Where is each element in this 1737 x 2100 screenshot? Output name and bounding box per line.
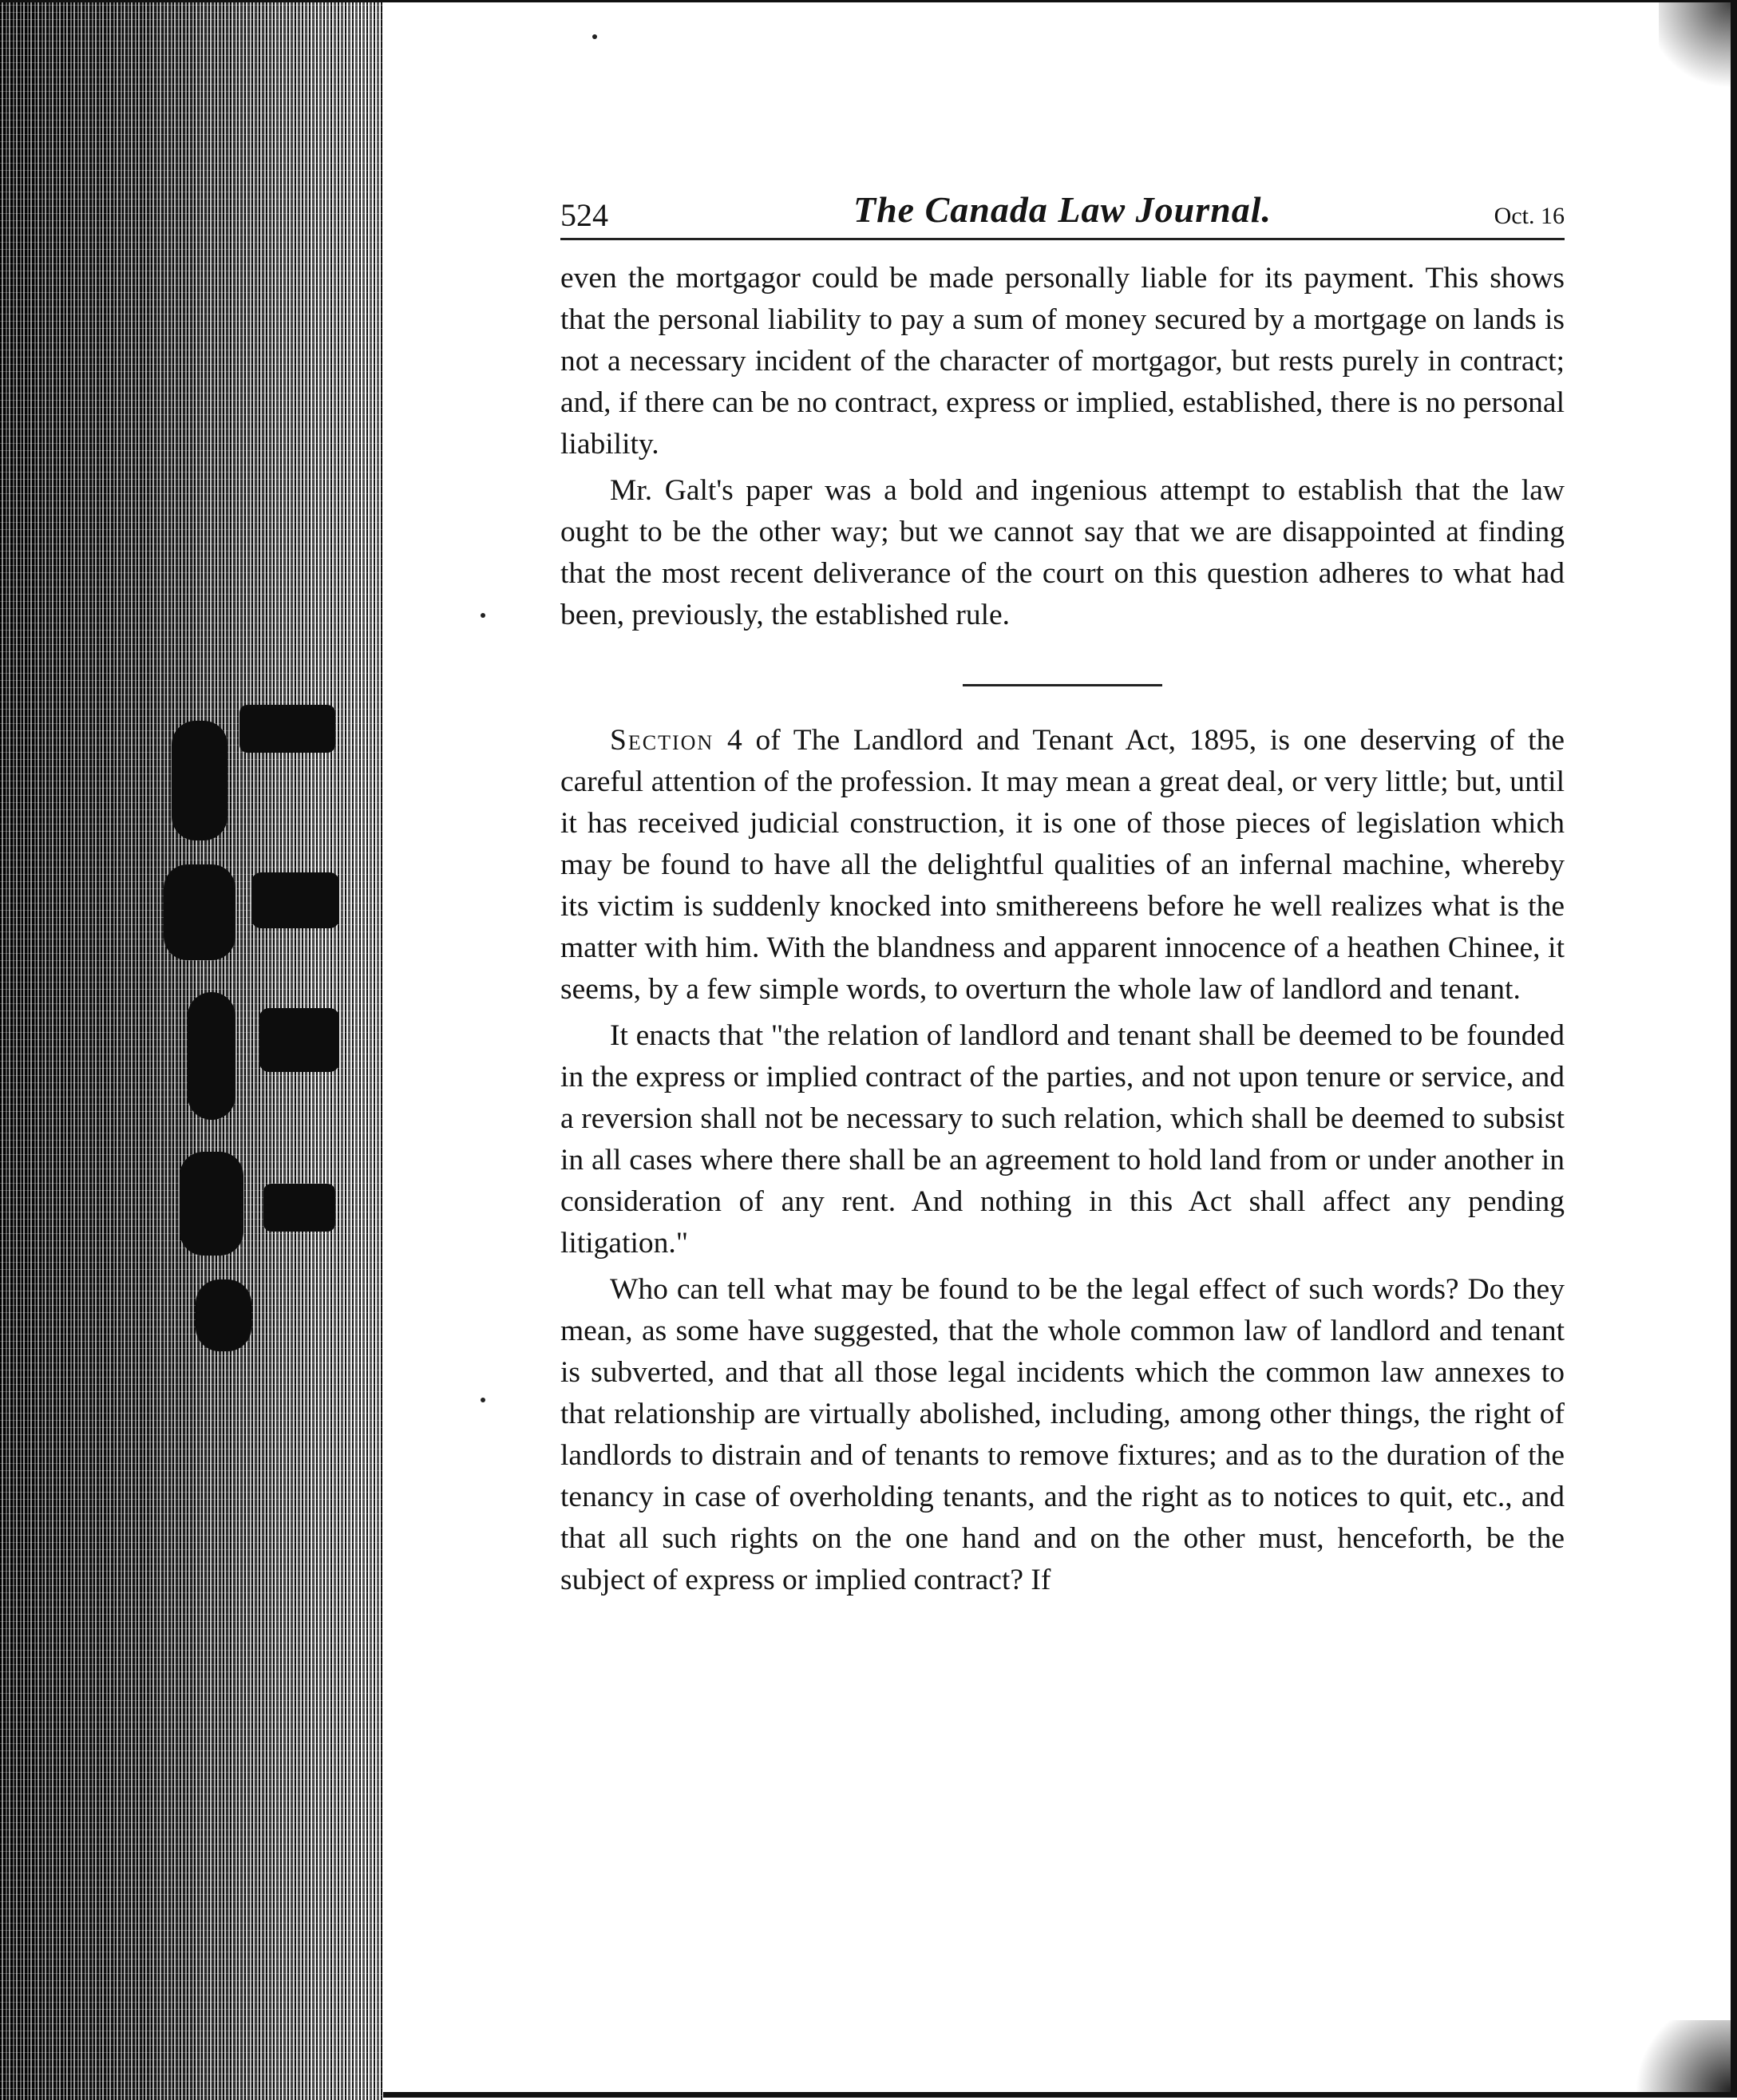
- issue-date: Oct. 16: [1494, 203, 1565, 229]
- page-corner-shadow-bottom: [1627, 2020, 1731, 2092]
- page-corner-shadow: [1659, 2, 1731, 90]
- section-divider-rule: [963, 684, 1162, 686]
- running-head: [560, 182, 1565, 240]
- section-lead-word: Section: [610, 724, 714, 757]
- print-speck: [481, 1398, 485, 1402]
- section-4-text: 4 of The Landlord and Tenant Act, 1895, is one deserving of the careful attention of the profession. It may mean a great deal, or very little; but, until it has received judicial construction, it is one of those pieces of legislation which may be found to have all the delightful qualities of an infernal machine, whereby its victim is suddenly knocked into smithereens before he well realizes what is the matter with him. With the blandness and apparent innocence of a heathen Chinee, it seems, by a few simple words, to overturn the whole law of landlord and tenant.: [560, 724, 1565, 1006]
- page-number: 524: [560, 197, 608, 233]
- paragraph-galt-paper: Mr. Galt's paper was a bold and ingenious attempt to establish that the law ought to be the other way; but we cannot say that we are disappointed at finding that the most recent deliverance of the court on this question adheres to what had been, previously, the established rule.: [560, 474, 1565, 631]
- paragraph-continuation: even the mortgagor could be made personally liable for its payment. This shows that the personal liability to pay a sum of money secured by a mortgage on lands is not a necessary incident of the character of mortgagor, but rests purely in contract; and, if there can be no contract, express or implied, established, there is no personal liability.: [560, 262, 1565, 461]
- paragraph-enactment-quote: It enacts that "the relation of landlord and tenant shall be deemed to be founded in the express or implied contract of the parties, and not upon tenure or service, and a reversion shall not be necessary to such relation, which shall be deemed to subsist in all cases where there shall be an agreement to hold land from or under another in consideration of any rent. And nothing in this Act shall affect any pending litigation.": [560, 1019, 1565, 1260]
- binding-ink-bleed: [164, 705, 355, 1359]
- paragraph-legal-effect: Who can tell what may be found to be the legal effect of such words? Do they mean, as some have suggested, that the whole common law of landlord and tenant is subverted, and that all those legal incidents which the common law annexes to that relationship are virtually abolished, including, among other things, the right of landlords to distrain and of tenants to remove fixtures; and as to the duration of the tenancy in case of overholding tenants, and the right as to notices to quit, etc., and that all such rights on the one hand and on the other must, henceforth, be the subject of express or implied contract? If: [560, 1273, 1565, 1596]
- page-text-block: [560, 182, 1565, 1601]
- paragraph-section-4: [560, 720, 1565, 1010]
- print-speck: [592, 34, 597, 39]
- document-page: [383, 2, 1731, 2092]
- print-speck: [481, 613, 485, 618]
- journal-title: The Canada Law Journal.: [853, 189, 1272, 230]
